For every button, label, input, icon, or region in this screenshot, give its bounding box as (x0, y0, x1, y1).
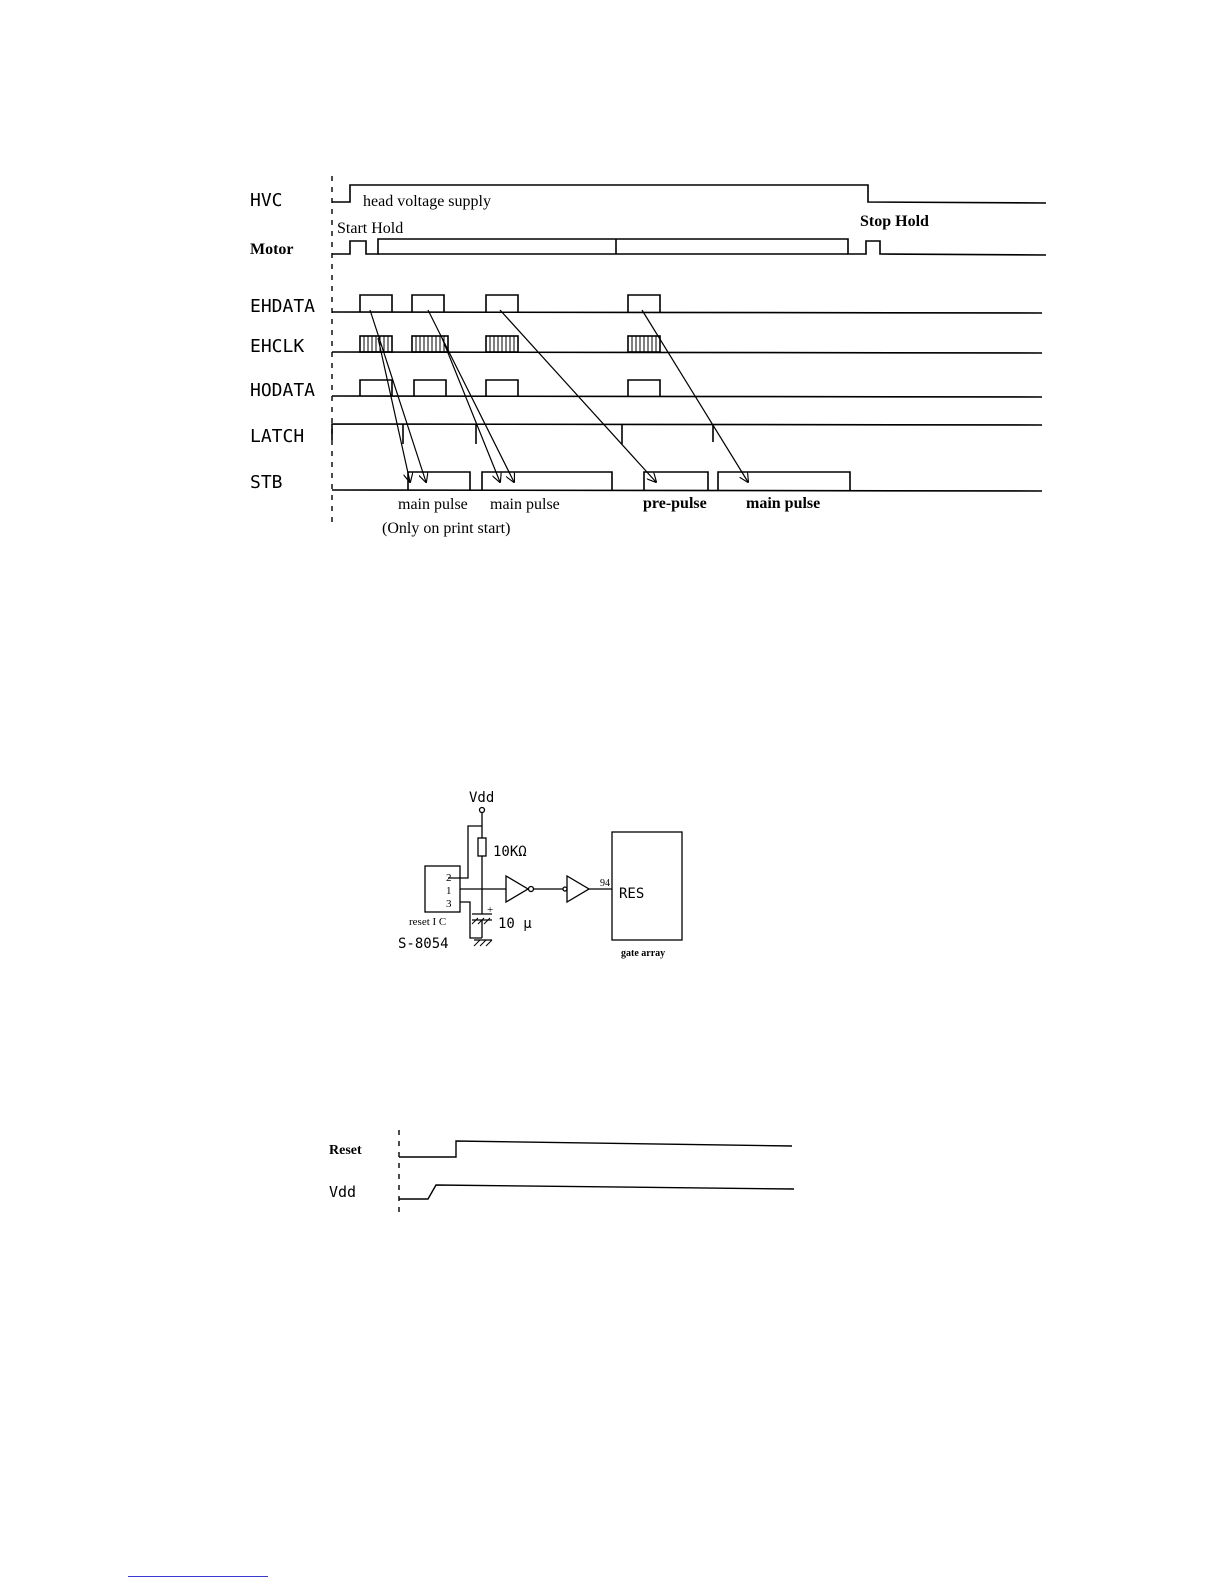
inverter-1 (506, 876, 528, 902)
annotation-main-pulse-1: main pulse (398, 496, 468, 513)
circuit-labels (398, 790, 665, 959)
label-circuit-vdd: Vdd (469, 790, 495, 806)
timing-labels (250, 190, 929, 537)
label-part-number: S-8054 (398, 936, 449, 952)
label-cap-polarity: + (487, 904, 494, 916)
label-latch: LATCH (250, 426, 305, 447)
label-pin-3: 3 (446, 898, 452, 910)
annotation-print-start: (Only on print start) (382, 520, 511, 537)
footnote-rule (128, 1576, 268, 1577)
reset-ic-box (425, 866, 460, 912)
annotation-head-voltage: head voltage supply (363, 193, 491, 210)
label-resistor: 10KΩ (493, 844, 527, 860)
label-gate-array: gate array (621, 948, 666, 959)
annotation-start-hold: Start Hold (337, 220, 404, 237)
resistor-symbol (478, 838, 486, 856)
label-hvc: HVC (250, 190, 283, 211)
reset-circuit (425, 808, 682, 947)
label-pin-1: 1 (446, 885, 452, 897)
ehdata-waveform (332, 295, 1042, 313)
label-hodata: HODATA (250, 380, 316, 401)
label-pin-2: 2 (446, 872, 452, 884)
annotation-main-pulse-3: main pulse (746, 495, 821, 512)
stb-waveform (332, 472, 1042, 491)
label-reset-ic: reset I C (409, 916, 447, 928)
reset-timing-diagram (399, 1130, 794, 1216)
buffer-2 (567, 876, 589, 902)
annotation-pre-pulse: pre-pulse (643, 495, 707, 512)
annotation-main-pulse-2: main pulse (490, 496, 560, 513)
vdd-waveform (399, 1185, 794, 1199)
label-reset-vdd: Vdd (329, 1183, 357, 1201)
label-pin-number: 94 (600, 878, 610, 889)
ehclk-waveform (332, 336, 1042, 353)
label-res: RES (619, 886, 645, 902)
annotation-stop-hold: Stop Hold (860, 213, 929, 230)
label-stb: STB (250, 472, 283, 493)
timing-diagram (332, 176, 1046, 528)
label-ehdata: EHDATA (250, 296, 316, 317)
reset-timing-labels (329, 1143, 362, 1201)
label-capacitor: 10 μ (498, 916, 532, 932)
label-motor: Motor (250, 241, 294, 258)
motor-waveform (332, 239, 1046, 255)
label-ehclk: EHCLK (250, 336, 305, 357)
latch-waveform (332, 424, 1042, 444)
label-reset: Reset (329, 1143, 362, 1158)
reset-waveform (399, 1141, 792, 1157)
